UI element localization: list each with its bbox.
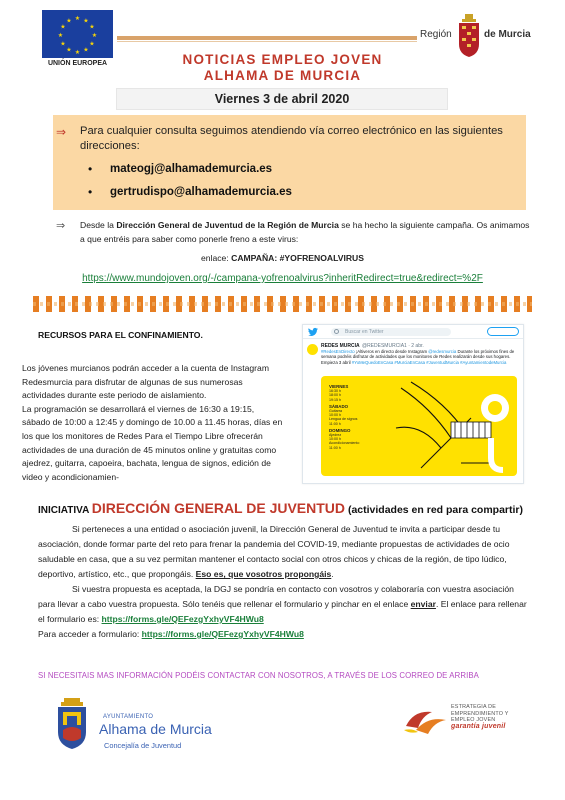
iniciativa-paragraph-1: Si perteneces a una entidad o asociación juvenil, la Dirección General de Juventud te invita a participar desde tu asociación, donde formar parte del reto para frenar la pandemia del COVID-19, mediante propuestas de actividades de ocio saludable en casa, que a su vez permitan mantener el contacto social con otros chicos y chicas de la región, de tipo lúdico, deportivo, artístico, etc., que propongáis. Eso es, que vosotros propongáis.	[38, 524, 510, 579]
resources-p2: La programación se desarrollará el viernes de 16:30 a 19:15, sábado de 10:00 a 12:45 y domingo de 10.00 a 11.45 horas, días en los que los monitores de Redes Para el Tiempo Libre ofrecerán actividades de una duración de 45 minutos online y gratuitas como ajedrez, guitarra, capoeira, bachata, lengua de signos, edición de video y acondicionamien-	[22, 403, 283, 482]
form-link-2[interactable]: https://forms.gle/QEFezgYxhyVF4HWu8	[141, 629, 304, 639]
campaign-paragraph: Desde la Dirección General de Juventud de la Región de Murcia se ha hecho la siguiente campaña. Os animamos a que entréis para saber como ponerle freno a este virus:	[80, 220, 530, 244]
svg-text:★: ★	[66, 46, 72, 54]
arrow-right-icon: ⇒	[56, 125, 67, 139]
iniciativa-paragraph-3: Para acceder a formulario: https://forms.gle/QEFezgYxhyVF4HWu8	[38, 629, 304, 639]
svg-text:★: ★	[74, 49, 81, 56]
svg-text:★: ★	[60, 40, 66, 48]
twitter-bird-icon	[308, 327, 318, 337]
email-link-2[interactable]: gertrudispo@alhamademurcia.es	[110, 186, 292, 198]
svg-text:★: ★	[60, 23, 66, 31]
svg-text:★: ★	[89, 23, 95, 31]
ayuntamiento-crest-icon	[55, 698, 89, 750]
notice-text: Para cualquier consulta seguimos atendiendo vía correo electrónico en las siguientes direcciones:	[80, 125, 503, 152]
header-divider	[117, 36, 417, 40]
form-link-1[interactable]: https://forms.gle/QEFezgYxhyVF4HWu8	[101, 614, 264, 624]
arrow-right-icon: ⇒	[56, 220, 66, 232]
ayuntamiento-name: Alhama de Murcia	[99, 721, 212, 737]
header-divider-thin	[117, 41, 417, 42]
region-name-suffix: de Murcia	[484, 29, 531, 40]
email-link-1[interactable]: mateogj@alhamademurcia.es	[110, 163, 273, 175]
page-title-line1: NOTICIAS EMPLEO JOVEN	[182, 52, 383, 67]
twitter-search-input[interactable]: Buscar en Twitter	[331, 328, 451, 336]
bullet-icon: •	[88, 162, 93, 176]
tweet-image[interactable]	[321, 376, 517, 476]
svg-text:★: ★	[83, 46, 89, 54]
tweet-card[interactable]	[302, 324, 524, 484]
tweet-image-schedule: VIERNES 16:30 h 18:00 h 19:15 h SÁBADO Guitarra 10:00 h Lengua de signos 11:00 h DOMINGO Ajedrez 10:00 h Acondicionamiento 11:00 h	[329, 384, 360, 450]
iniciativa-heading: INICIATIVA DIRECCIÓN GENERAL DE JUVENTUD (actividades en red para compartir)	[38, 500, 524, 516]
date-banner: Viernes 3 de abril 2020	[116, 88, 448, 110]
contact-note: SI NECESITAIS MAS INFORMACIÓN PODÉIS CONTACTAR CON NOSOTROS, A TRAVÉS DE LOS CORREO DE ARRIBA	[38, 671, 479, 680]
svg-text:★: ★	[74, 15, 81, 22]
svg-text:★: ★	[91, 32, 98, 39]
campaign-link-label: enlace: CAMPAÑA: #YOFRENOALVIRUS	[201, 253, 364, 263]
tweet-body: #RedesEnDirecto ¡Altiveros en directo desde Instagram @redesmurcia Durante los próximos fines de semana podréis disfrutar de actividades que los monitores de Redes realizarán desde sus hogares. Empieza 3 abril #YoMeQuedoEnCasa #MurciaEnCasa #JuventudMurcia #AyuntamientodeMurcia	[321, 349, 515, 365]
page-title-line2: ALHAMA DE MURCIA	[203, 68, 362, 83]
svg-text:★: ★	[89, 40, 95, 48]
ayuntamiento-label: AYUNTAMIENTO	[103, 714, 154, 720]
svg-text:★: ★	[57, 32, 64, 39]
resources-heading: RECURSOS PARA EL CONFINAMIENTO.	[38, 330, 203, 340]
tweet-illustration	[391, 378, 515, 474]
region-name-prefix: Región	[420, 29, 452, 40]
garantia-juvenil-text: ESTRATEGIA DE EMPRENDIMIENTO Y EMPLEO JOVEN garantía juvenil	[451, 704, 509, 730]
campaign-url-link[interactable]: https://www.mundojoven.org/-/campana-yofrenoalvirus?inheritRedirect=true&redirect=%2F	[82, 273, 483, 284]
avatar[interactable]	[307, 344, 318, 355]
resources-p1: Los jóvenes murcianos podrán acceder a la cuenta de Instagram Redesmurcia para disfrutar de algunas de sus numerosas actividades durante este periodo de aislamiento.	[22, 363, 269, 401]
svg-text:★: ★	[66, 17, 72, 25]
garantia-juvenil-logo-icon	[402, 706, 448, 736]
svg-text:★: ★	[83, 17, 89, 25]
eu-label: UNIÓN EUROPEA	[47, 60, 108, 67]
bullet-icon: •	[88, 185, 93, 199]
tweet-author[interactable]: REDES MURCIA	[321, 343, 360, 349]
twitter-login-button[interactable]	[487, 327, 519, 336]
resources-paragraph	[22, 362, 284, 484]
decorative-band-inner	[33, 302, 532, 306]
tweet-handle: @REDESMURCIA1 · 2 abr.	[362, 343, 424, 349]
concejalia-label: Concejalía de Juventud	[104, 741, 182, 750]
eu-flag-icon	[42, 10, 113, 58]
search-icon	[334, 329, 339, 334]
twitter-topbar	[303, 325, 524, 339]
iniciativa-paragraph-2: Si vuestra propuesta es aceptada, la DGJ se pondría en contacto con vosotros y colaboraría con vuestra asociación para llevar a cabo vuestra propuesta. Sólo tenéis que rellenar el formulario y pinchar en el enlace enviar. El enlace para rellenar el formulario es: https://forms.gle/QEFezgYxhyVF4HWu8	[38, 584, 527, 624]
